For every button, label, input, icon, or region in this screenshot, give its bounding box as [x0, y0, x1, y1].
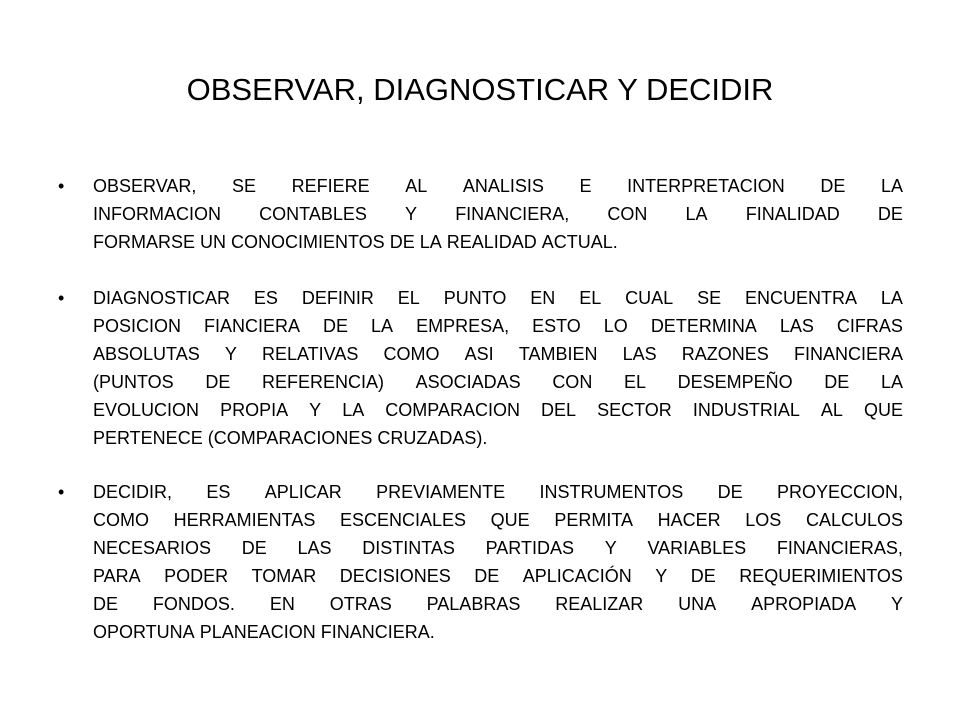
word: EVOLUCION — [93, 400, 200, 420]
word: DECIDIR, — [93, 482, 173, 502]
slide-title: OBSERVAR, DIAGNOSTICAR Y DECIDIR — [186, 72, 774, 107]
word: REFERENCIA) — [261, 372, 384, 392]
word: APROPIADA — [751, 594, 857, 614]
word: ANALISIS — [462, 176, 544, 196]
word: DE — [205, 372, 231, 392]
word: ES — [206, 482, 231, 502]
word: DE — [824, 372, 850, 392]
word: INTERPRETACION — [627, 176, 785, 196]
word: UNA — [678, 594, 717, 614]
word: POSICION — [93, 316, 182, 336]
word: APLICAR — [264, 482, 342, 502]
word: PREVIAMENTE — [376, 482, 506, 502]
word: OPORTUNA — [93, 622, 195, 642]
word: CONOCIMIENTOS — [231, 232, 385, 252]
text-line — [93, 478, 903, 506]
word: DE — [93, 594, 119, 614]
word: ABSOLUTAS — [93, 344, 200, 364]
word: AL — [820, 400, 843, 420]
word: Y — [405, 204, 418, 224]
word: PLANEACION — [199, 622, 316, 642]
word: APLICACIÓN — [522, 566, 632, 586]
word: EL — [623, 372, 646, 392]
word: EN — [530, 288, 556, 308]
word: LA — [685, 204, 708, 224]
word: UN — [200, 232, 227, 252]
text-line — [93, 200, 903, 228]
word: INFORMACION — [93, 204, 221, 224]
word: DE — [820, 176, 846, 196]
word: DE — [474, 566, 500, 586]
word: EMPRESA, — [416, 316, 510, 336]
word: SECTOR — [597, 400, 672, 420]
word: DECISIONES — [339, 566, 451, 586]
word: PARA — [93, 566, 141, 586]
word: DE — [323, 316, 349, 336]
word: COMO — [383, 344, 440, 364]
word: FINANCIERAS, — [776, 538, 903, 558]
word: TAMBIEN — [518, 344, 598, 364]
word: PODER — [164, 566, 229, 586]
word: ASOCIADAS — [415, 372, 521, 392]
word: CONTABLES — [259, 204, 367, 224]
word: PROPIA — [220, 400, 289, 420]
text-line — [93, 396, 903, 424]
word: NECESARIOS — [93, 538, 212, 558]
text-line — [93, 284, 903, 312]
word: AL — [405, 176, 428, 196]
word: REFIERE — [291, 176, 370, 196]
word: DEFINIR — [301, 288, 374, 308]
word: LAS — [622, 344, 657, 364]
word: PARTIDAS — [485, 538, 574, 558]
word: PUNTO — [443, 288, 507, 308]
text-line — [93, 368, 903, 396]
word: HERRAMIENTAS — [173, 510, 316, 530]
word: INDUSTRIAL — [692, 400, 800, 420]
word: CUAL — [625, 288, 674, 308]
word: E — [579, 176, 592, 196]
word: FINANCIERA — [793, 344, 903, 364]
word: CIFRAS — [836, 316, 903, 336]
word: LA — [880, 288, 903, 308]
word: EL — [397, 288, 420, 308]
word: SE — [697, 288, 722, 308]
text-line — [93, 312, 903, 340]
word: ASI — [464, 344, 494, 364]
word: COMPARACION — [385, 400, 520, 420]
word: REALIDAD — [446, 232, 537, 252]
word: REQUERIMIENTOS — [739, 566, 903, 586]
word: LA — [342, 400, 365, 420]
word: ACTUAL. — [541, 232, 618, 252]
word: OTRAS — [329, 594, 392, 614]
word: DE — [717, 482, 743, 502]
word: LA — [371, 316, 394, 336]
word: PALABRAS — [426, 594, 521, 614]
word: FINANCIERA, — [455, 204, 570, 224]
word: LOS — [745, 510, 782, 530]
word: DE — [690, 566, 716, 586]
text-line — [93, 534, 903, 562]
word: PERMITA — [554, 510, 633, 530]
word: (COMPARACIONES — [207, 428, 373, 448]
word: TOMAR — [251, 566, 317, 586]
bullet-dot-icon: • — [58, 288, 65, 308]
word: RAZONES — [681, 344, 769, 364]
word: CALCULOS — [805, 510, 903, 530]
bullet-text — [93, 172, 903, 256]
word: LO — [603, 316, 628, 336]
word: Y — [224, 344, 237, 364]
word: DIAGNOSTICAR — [93, 288, 231, 308]
word: ENCUENTRA — [744, 288, 857, 308]
word: LA — [880, 372, 903, 392]
bullet-text — [93, 478, 903, 646]
word: (PUNTOS — [93, 372, 174, 392]
word: LAS — [297, 538, 332, 558]
word: PERTENECE — [93, 428, 203, 448]
word: FINANCIERA. — [320, 622, 435, 642]
word: ESTO — [532, 316, 581, 336]
text-line — [93, 340, 903, 368]
word: ESCENCIALES — [339, 510, 467, 530]
word: DE — [241, 538, 267, 558]
word: FINALIDAD — [745, 204, 840, 224]
word: FONDOS. — [152, 594, 235, 614]
word: LA — [880, 176, 903, 196]
word: LAS — [779, 316, 814, 336]
word: DEL — [541, 400, 577, 420]
word: INSTRUMENTOS — [539, 482, 684, 502]
text-line — [93, 590, 903, 618]
word: HACER — [657, 510, 721, 530]
text-line — [93, 172, 903, 200]
word: FIANCIERA — [204, 316, 301, 336]
word: RELATIVAS — [262, 344, 359, 364]
word: EL — [579, 288, 602, 308]
bullet-dot-icon: • — [58, 482, 65, 502]
word: PROYECCION, — [776, 482, 903, 502]
word: CRUZADAS). — [377, 428, 488, 448]
word: QUE — [863, 400, 903, 420]
word: VARIABLES — [647, 538, 747, 558]
word: Y — [890, 594, 903, 614]
word: SE — [231, 176, 256, 196]
text-line — [93, 424, 903, 452]
text-line — [93, 562, 903, 590]
bullet-dot-icon: • — [58, 176, 65, 196]
word: COMO — [93, 510, 149, 530]
word: LA — [419, 232, 442, 252]
word: REALIZAR — [555, 594, 644, 614]
word: FORMARSE — [93, 232, 196, 252]
word: Y — [604, 538, 617, 558]
word: EN — [269, 594, 295, 614]
text-line — [93, 618, 903, 646]
word: DESEMPEÑO — [677, 372, 793, 392]
word: DISTINTAS — [362, 538, 455, 558]
word: DE — [877, 204, 903, 224]
word: Y — [655, 566, 668, 586]
word: OBSERVAR, — [93, 176, 197, 196]
word: DETERMINA — [650, 316, 757, 336]
bullet-text — [93, 284, 903, 452]
word: DE — [389, 232, 415, 252]
text-line — [93, 228, 903, 256]
word: ES — [253, 288, 278, 308]
text-line — [93, 506, 903, 534]
word: Y — [309, 400, 322, 420]
word: CON — [552, 372, 593, 392]
word: QUE — [490, 510, 530, 530]
word: CON — [607, 204, 648, 224]
